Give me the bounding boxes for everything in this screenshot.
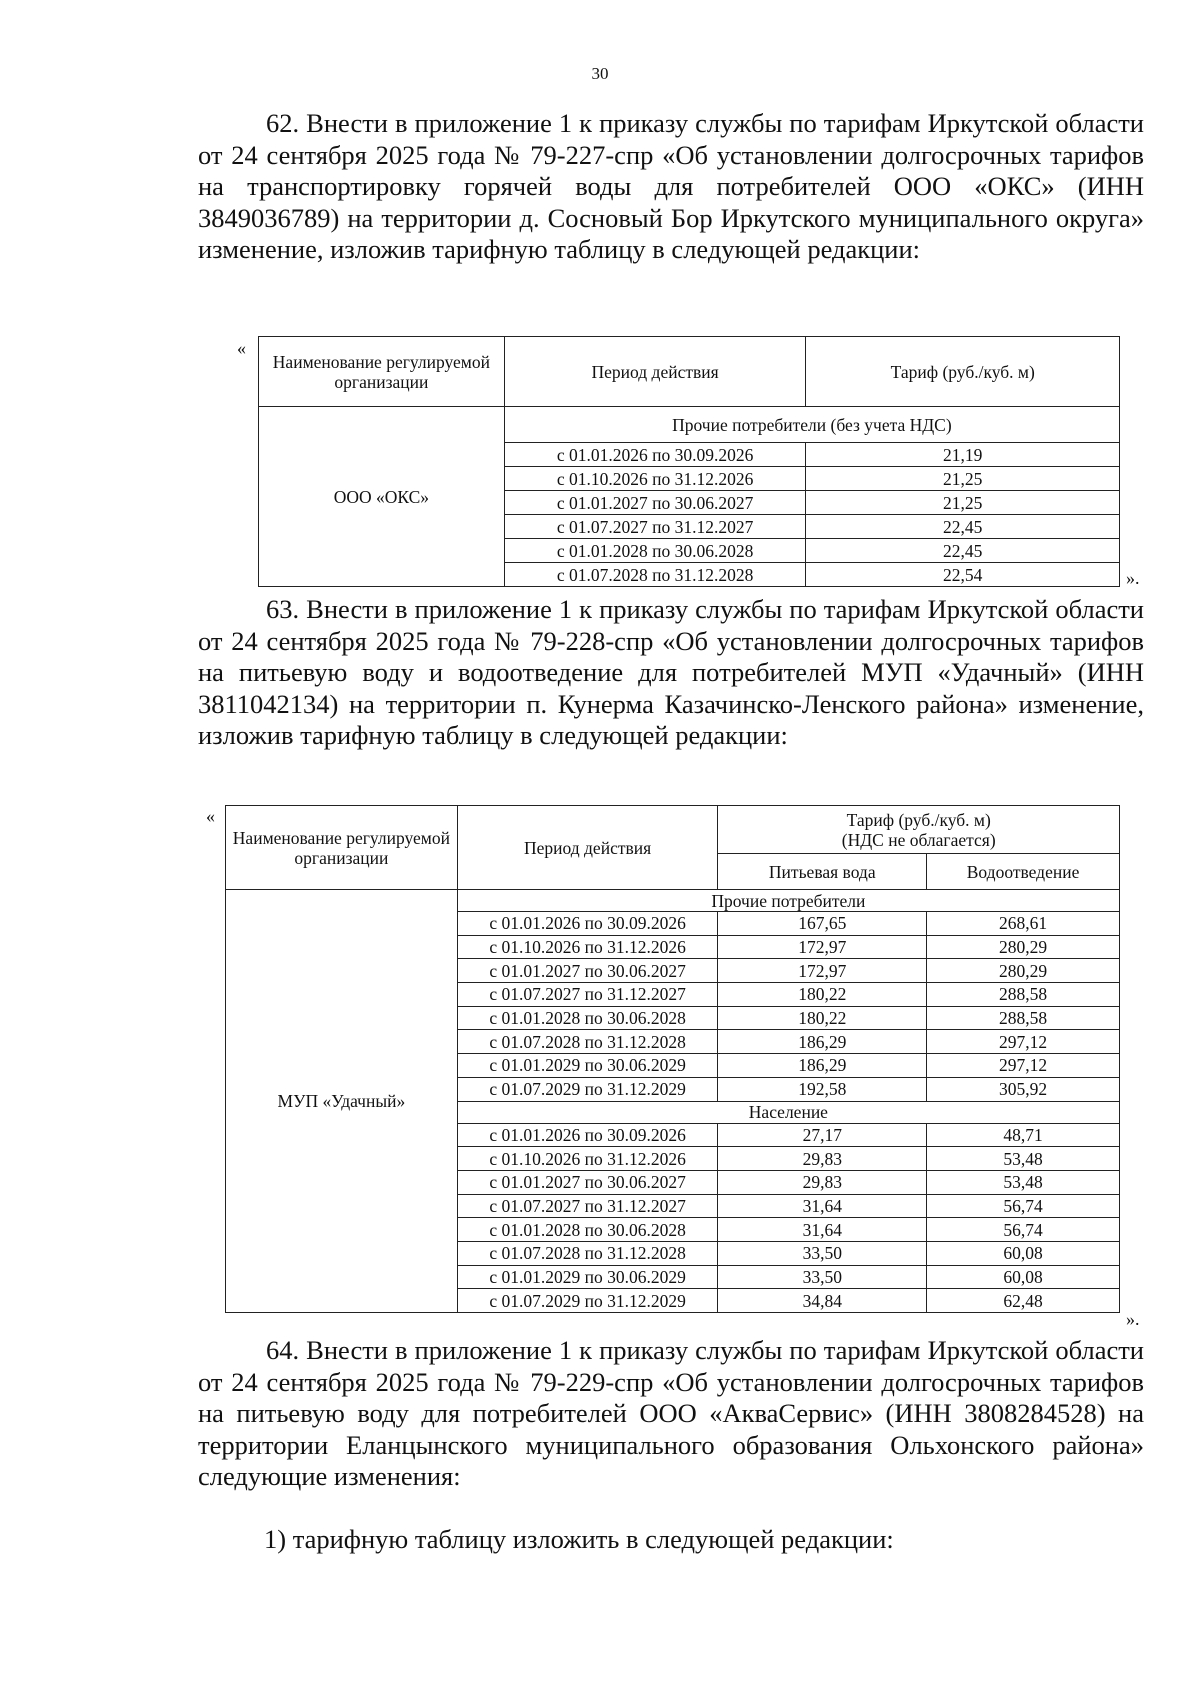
table2-row-period: с 01.07.2027 по 31.12.2027 [457,1194,718,1218]
table2-row-water: 33,50 [718,1241,927,1265]
table2-row-water: 172,97 [718,935,927,959]
table2-row-period: с 01.07.2028 по 31.12.2028 [457,1030,718,1054]
paragraph-62-text: 62. Внести в приложение 1 к приказу службы по тарифам Иркутской области от 24 сентября 2025 года № 79-227-спр «Об установлении долгосрочных тарифов на транспортировку горячей воды для потребителей ООО «ОКС» (ИНН 3849036789) на территории д. Сосновый Бор Иркутского муниципального округа» изменение, изложив тарифную таблицу в следующей редакции: [198,108,1144,264]
table1-row-period: с 01.01.2028 по 30.06.2028 [504,539,806,563]
table2-close-quote: ». [1126,1309,1140,1329]
table2-row-period: с 01.01.2028 по 30.06.2028 [457,1006,718,1030]
table2-row-sewer: 48,71 [927,1123,1120,1147]
table2-row-water: 29,83 [718,1147,927,1171]
table2-row-sewer: 60,08 [927,1241,1120,1265]
page-number: 30 [591,64,609,83]
table2-group-label: Население [457,1101,1119,1123]
table2-row-water: 167,65 [718,912,927,936]
table1-row-tariff: 22,54 [806,563,1120,587]
table2-row-period: с 01.07.2027 по 31.12.2027 [457,983,718,1007]
table1-header-org: Наименование регулируемой организации [259,337,505,407]
table2-open-quote: « [206,806,215,826]
table2-row-period: с 01.10.2026 по 31.12.2026 [457,935,718,959]
table2-header-sewer: Водоотведение [927,854,1120,890]
table2-row-sewer: 56,74 [927,1194,1120,1218]
table2-row-sewer: 288,58 [927,983,1120,1007]
table2-row-period: с 01.01.2029 по 30.06.2029 [457,1265,718,1289]
table2-row-water: 33,50 [718,1265,927,1289]
table2-row-water: 180,22 [718,983,927,1007]
table2-row-period: с 01.01.2027 по 30.06.2027 [457,959,718,983]
table2-row-sewer: 60,08 [927,1265,1120,1289]
table1-row-tariff: 21,19 [806,443,1120,467]
table1-row-period: с 01.07.2028 по 31.12.2028 [504,563,806,587]
table2-org-name: МУП «Удачный» [226,890,458,1313]
table2-header-tariff-title: Тариф (руб./куб. м) [846,809,991,830]
tariff-table-udachny [225,805,1120,1313]
table1-row-tariff: 21,25 [806,467,1120,491]
table2-row-period: с 01.01.2026 по 30.09.2026 [457,1123,718,1147]
table1-row-period: с 01.01.2027 по 30.06.2027 [504,491,806,515]
table1-open-quote: « [237,338,246,358]
table2-row-water: 34,84 [718,1289,927,1313]
table2-row-sewer: 268,61 [927,912,1120,936]
table2-header-tariff [718,806,1120,854]
table2-row-period: с 01.01.2029 по 30.06.2029 [457,1054,718,1078]
table2-row-period: с 01.10.2026 по 31.12.2026 [457,1147,718,1171]
table2-header-org: Наименование регулируемой организации [226,806,458,890]
table2-row-period: с 01.07.2028 по 31.12.2028 [457,1241,718,1265]
table1-group-label: Прочие потребители (без учета НДС) [504,407,1119,443]
table2-row-period: с 01.01.2026 по 30.09.2026 [457,912,718,936]
table1-header-tariff: Тариф (руб./куб. м) [806,337,1120,407]
paragraph-62 [198,108,1144,266]
table2-row-sewer: 280,29 [927,959,1120,983]
table2-row-sewer: 297,12 [927,1030,1120,1054]
table2-row-water: 31,64 [718,1194,927,1218]
table2-row-sewer: 53,48 [927,1170,1120,1194]
table1-row-tariff: 22,45 [806,539,1120,563]
table1-row-tariff: 22,45 [806,515,1120,539]
table2-row-period: с 01.01.2027 по 30.06.2027 [457,1170,718,1194]
table2-header-period: Период действия [457,806,718,890]
table2-row-sewer: 280,29 [927,935,1120,959]
table2-row-water: 192,58 [718,1077,927,1101]
table2-row-water: 186,29 [718,1030,927,1054]
table2-group-label: Прочие потребители [457,890,1119,912]
table1-row-period: с 01.01.2026 по 30.09.2026 [504,443,806,467]
table2-row-sewer: 62,48 [927,1289,1120,1313]
table2-row-sewer: 53,48 [927,1147,1120,1171]
table2-row-water: 180,22 [718,1006,927,1030]
table2-row-sewer: 56,74 [927,1218,1120,1242]
table2-row-sewer: 288,58 [927,1006,1120,1030]
table2-row-sewer: 305,92 [927,1077,1120,1101]
table1-org-name: ООО «ОКС» [259,407,505,587]
table2-row-period: с 01.01.2028 по 30.06.2028 [457,1218,718,1242]
table2-row-water: 186,29 [718,1054,927,1078]
table2-row-period: с 01.07.2029 по 31.12.2029 [457,1077,718,1101]
table1-row-tariff: 21,25 [806,491,1120,515]
table2-row-water: 27,17 [718,1123,927,1147]
paragraph-64 [198,1335,1144,1493]
table1-row-period: с 01.10.2026 по 31.12.2026 [504,467,806,491]
table1-close-quote: ». [1126,568,1140,588]
paragraph-63-text: 63. Внести в приложение 1 к приказу службы по тарифам Иркутской области от 24 сентября 2025 года № 79-228-спр «Об установлении долгосрочных тарифов на питьевую воду и водоотведение для потребителей МУП «Удачный» (ИНН 3811042134) на территории п. Кунерма Казачинско-Ленского района» изменение, изложив тарифную таблицу в следующей редакции: [198,594,1144,750]
tariff-table-oks [258,336,1120,587]
paragraph-63 [198,594,1144,752]
paragraph-64-sub1: 1) тарифную таблицу изложить в следующей редакции: [264,1524,894,1554]
table2-header-water: Питьевая вода [718,854,927,890]
table2-row-period: с 01.07.2029 по 31.12.2029 [457,1289,718,1313]
table1-row-period: с 01.07.2027 по 31.12.2027 [504,515,806,539]
table2-row-water: 31,64 [718,1218,927,1242]
table2-header-vat: (НДС не облагается) [841,829,996,850]
table2-row-water: 172,97 [718,959,927,983]
table2-row-water: 29,83 [718,1170,927,1194]
table2-row-sewer: 297,12 [927,1054,1120,1078]
table1-header-period: Период действия [504,337,806,407]
paragraph-64-text: 64. Внести в приложение 1 к приказу службы по тарифам Иркутской области от 24 сентября 2025 года № 79-229-спр «Об установлении долгосрочных тарифов на питьевую воду для потребителей ООО «АкваСервис» (ИНН 3808284528) на территории Еланцынского муниципального образования Ольхонского района» следующие изменения: [198,1335,1144,1491]
